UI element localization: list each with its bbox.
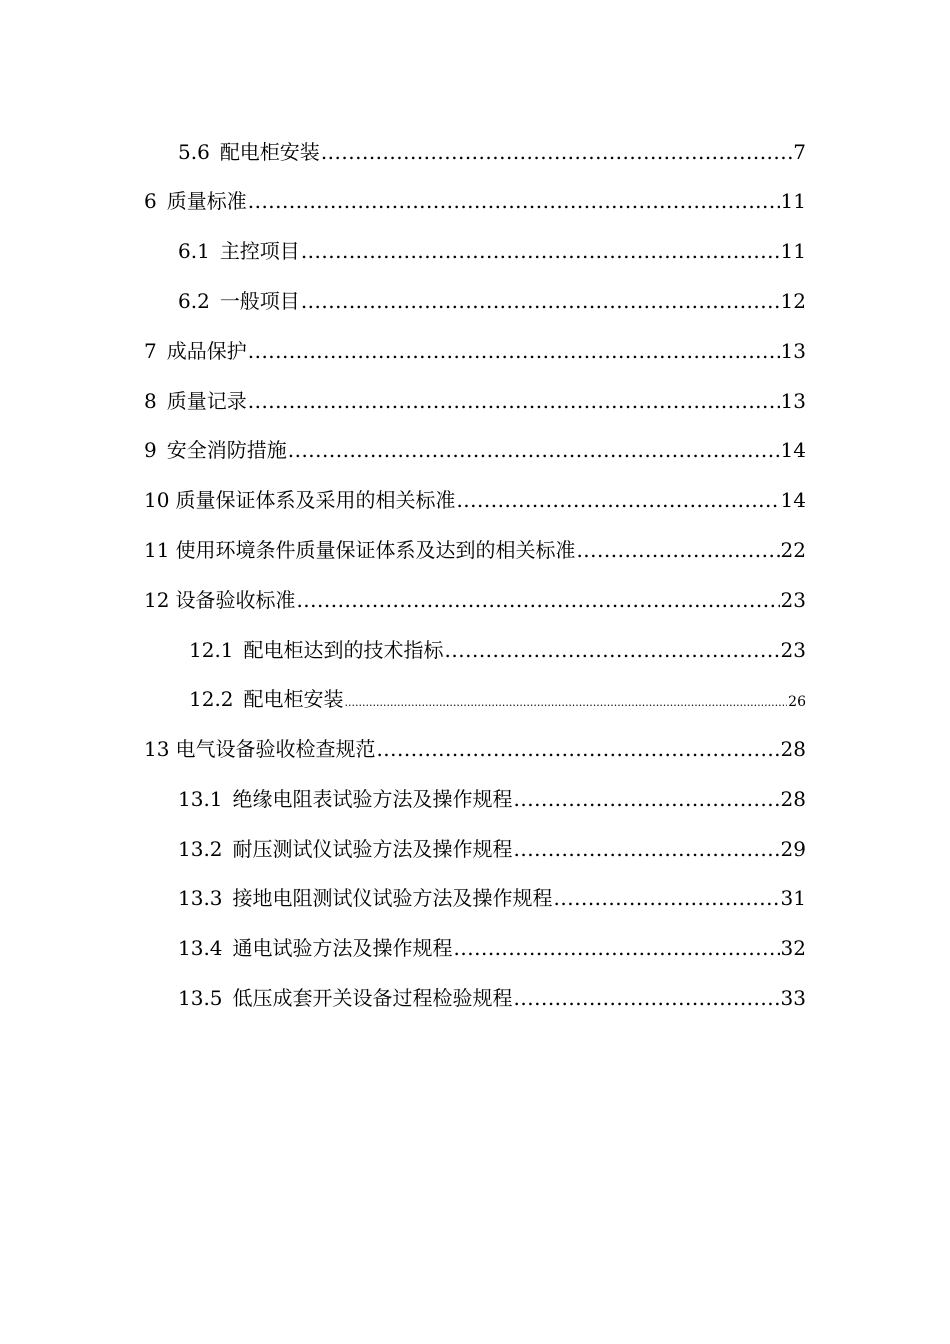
toc-entry-page: 7 (793, 140, 806, 164)
toc-entry-number: 11 (144, 538, 170, 562)
toc-entry-title: 低压成套开关设备过程检验规程 (232, 986, 513, 1010)
toc-entry-page: 11 (780, 239, 806, 263)
toc-entry-page: 28 (780, 787, 806, 811)
toc-entry-page: 22 (780, 538, 806, 562)
toc-entry[interactable] (144, 734, 806, 764)
toc-entry-title: 配电柜达到的技术指标 (243, 638, 444, 662)
toc-entry[interactable] (178, 286, 806, 316)
toc-entry-page: 33 (780, 986, 806, 1010)
toc-entry-title: 质量记录 (166, 389, 247, 413)
toc-entry-page: 13 (780, 339, 806, 363)
toc-entry-title: 配电柜安装 (243, 687, 344, 711)
toc-entry-page: 28 (780, 737, 806, 761)
toc-entry-number: 5.6 (178, 140, 210, 164)
toc-entry-title: 设备验收标准 (175, 588, 296, 612)
toc-entry-number: 12.2 (189, 687, 234, 711)
toc-entry-title: 质量标准 (166, 189, 247, 213)
toc-entry[interactable] (144, 535, 806, 565)
toc-entry-number: 10 (144, 488, 170, 512)
toc-entry-page: 14 (780, 438, 806, 462)
toc-entry-number: 13 (144, 737, 170, 761)
toc-entry-title: 主控项目 (219, 239, 300, 263)
toc-leader-dots (454, 933, 780, 963)
toc-leader-dots (554, 883, 780, 913)
toc-leader-dots (514, 983, 780, 1013)
toc-leader-dots (301, 236, 780, 266)
toc-leader-dots (296, 585, 779, 615)
toc-entry-page: 23 (780, 588, 806, 612)
toc-entry-title: 成品保护 (166, 339, 247, 363)
toc-entry-number: 6.1 (178, 239, 210, 263)
toc-entry[interactable] (189, 635, 806, 665)
toc-entry-page: 14 (780, 488, 806, 512)
toc-leader-dots (321, 137, 792, 167)
toc-entry-page: 29 (780, 837, 806, 861)
toc-leader-dots (514, 784, 780, 814)
toc-entry[interactable] (178, 137, 806, 167)
toc-entry-page: 11 (780, 189, 806, 213)
toc-entry-title: 电气设备验收检查规范 (175, 737, 376, 761)
toc-entry-page: 32 (780, 936, 806, 960)
toc-entry-title: 耐压测试仪试验方法及操作规程 (232, 837, 513, 861)
toc-entry-page: 31 (780, 886, 806, 910)
toc-leader-dots (345, 688, 788, 718)
toc-entry[interactable] (144, 585, 806, 615)
toc-entry-page: 13 (780, 389, 806, 413)
toc-entry-number: 12 (144, 588, 170, 612)
toc-leader-dots (301, 286, 780, 316)
toc-entry-title: 接地电阻测试仪试验方法及操作规程 (232, 886, 553, 910)
toc-entry-title: 质量保证体系及采用的相关标准 (175, 488, 456, 512)
toc-entry[interactable] (144, 386, 806, 416)
toc-entry-page: 26 (788, 694, 806, 710)
toc-leader-dots (288, 435, 780, 465)
toc-entry-title: 绝缘电阻表试验方法及操作规程 (232, 787, 513, 811)
toc-entry[interactable] (144, 435, 806, 465)
toc-leader-dots (248, 186, 780, 216)
toc-entry[interactable] (178, 834, 806, 864)
toc-entry-page: 23 (780, 638, 806, 662)
toc-entry[interactable] (178, 933, 806, 963)
toc-leader-dots (248, 386, 780, 416)
toc-entry[interactable] (178, 784, 806, 814)
toc-entry-number: 9 (144, 438, 157, 462)
toc-entry-number: 13.3 (178, 886, 223, 910)
toc-leader-dots (248, 336, 780, 366)
toc-entry-number: 7 (144, 339, 157, 363)
toc-leader-dots (445, 635, 780, 665)
toc-entry-title: 使用环境条件质量保证体系及达到的相关标准 (175, 538, 576, 562)
toc-entry-number: 6.2 (178, 289, 210, 313)
toc-entry-number: 6 (144, 189, 157, 213)
toc-entry-title: 一般项目 (219, 289, 300, 313)
toc-entry-page: 12 (780, 289, 806, 313)
toc-entry-title: 配电柜安装 (219, 140, 320, 164)
toc-leader-dots (514, 834, 780, 864)
toc-leader-dots (576, 535, 779, 565)
toc-entry-number: 13.2 (178, 837, 223, 861)
toc-entry[interactable] (144, 336, 806, 366)
toc-entry[interactable] (178, 236, 806, 266)
toc-entry-title: 安全消防措施 (166, 438, 287, 462)
toc-entry[interactable] (189, 684, 806, 714)
toc-entry-number: 12.1 (189, 638, 234, 662)
toc-leader-dots (376, 734, 779, 764)
toc-entry[interactable] (144, 186, 806, 216)
toc-entry[interactable] (178, 983, 806, 1013)
toc-leader-dots (456, 485, 779, 515)
toc-entry[interactable] (178, 883, 806, 913)
toc-entry-title: 通电试验方法及操作规程 (232, 936, 453, 960)
toc-entry-number: 8 (144, 389, 157, 413)
toc-entry[interactable] (144, 485, 806, 515)
toc-entry-number: 13.1 (178, 787, 223, 811)
toc-entry-number: 13.4 (178, 936, 223, 960)
toc-entry-number: 13.5 (178, 986, 223, 1010)
